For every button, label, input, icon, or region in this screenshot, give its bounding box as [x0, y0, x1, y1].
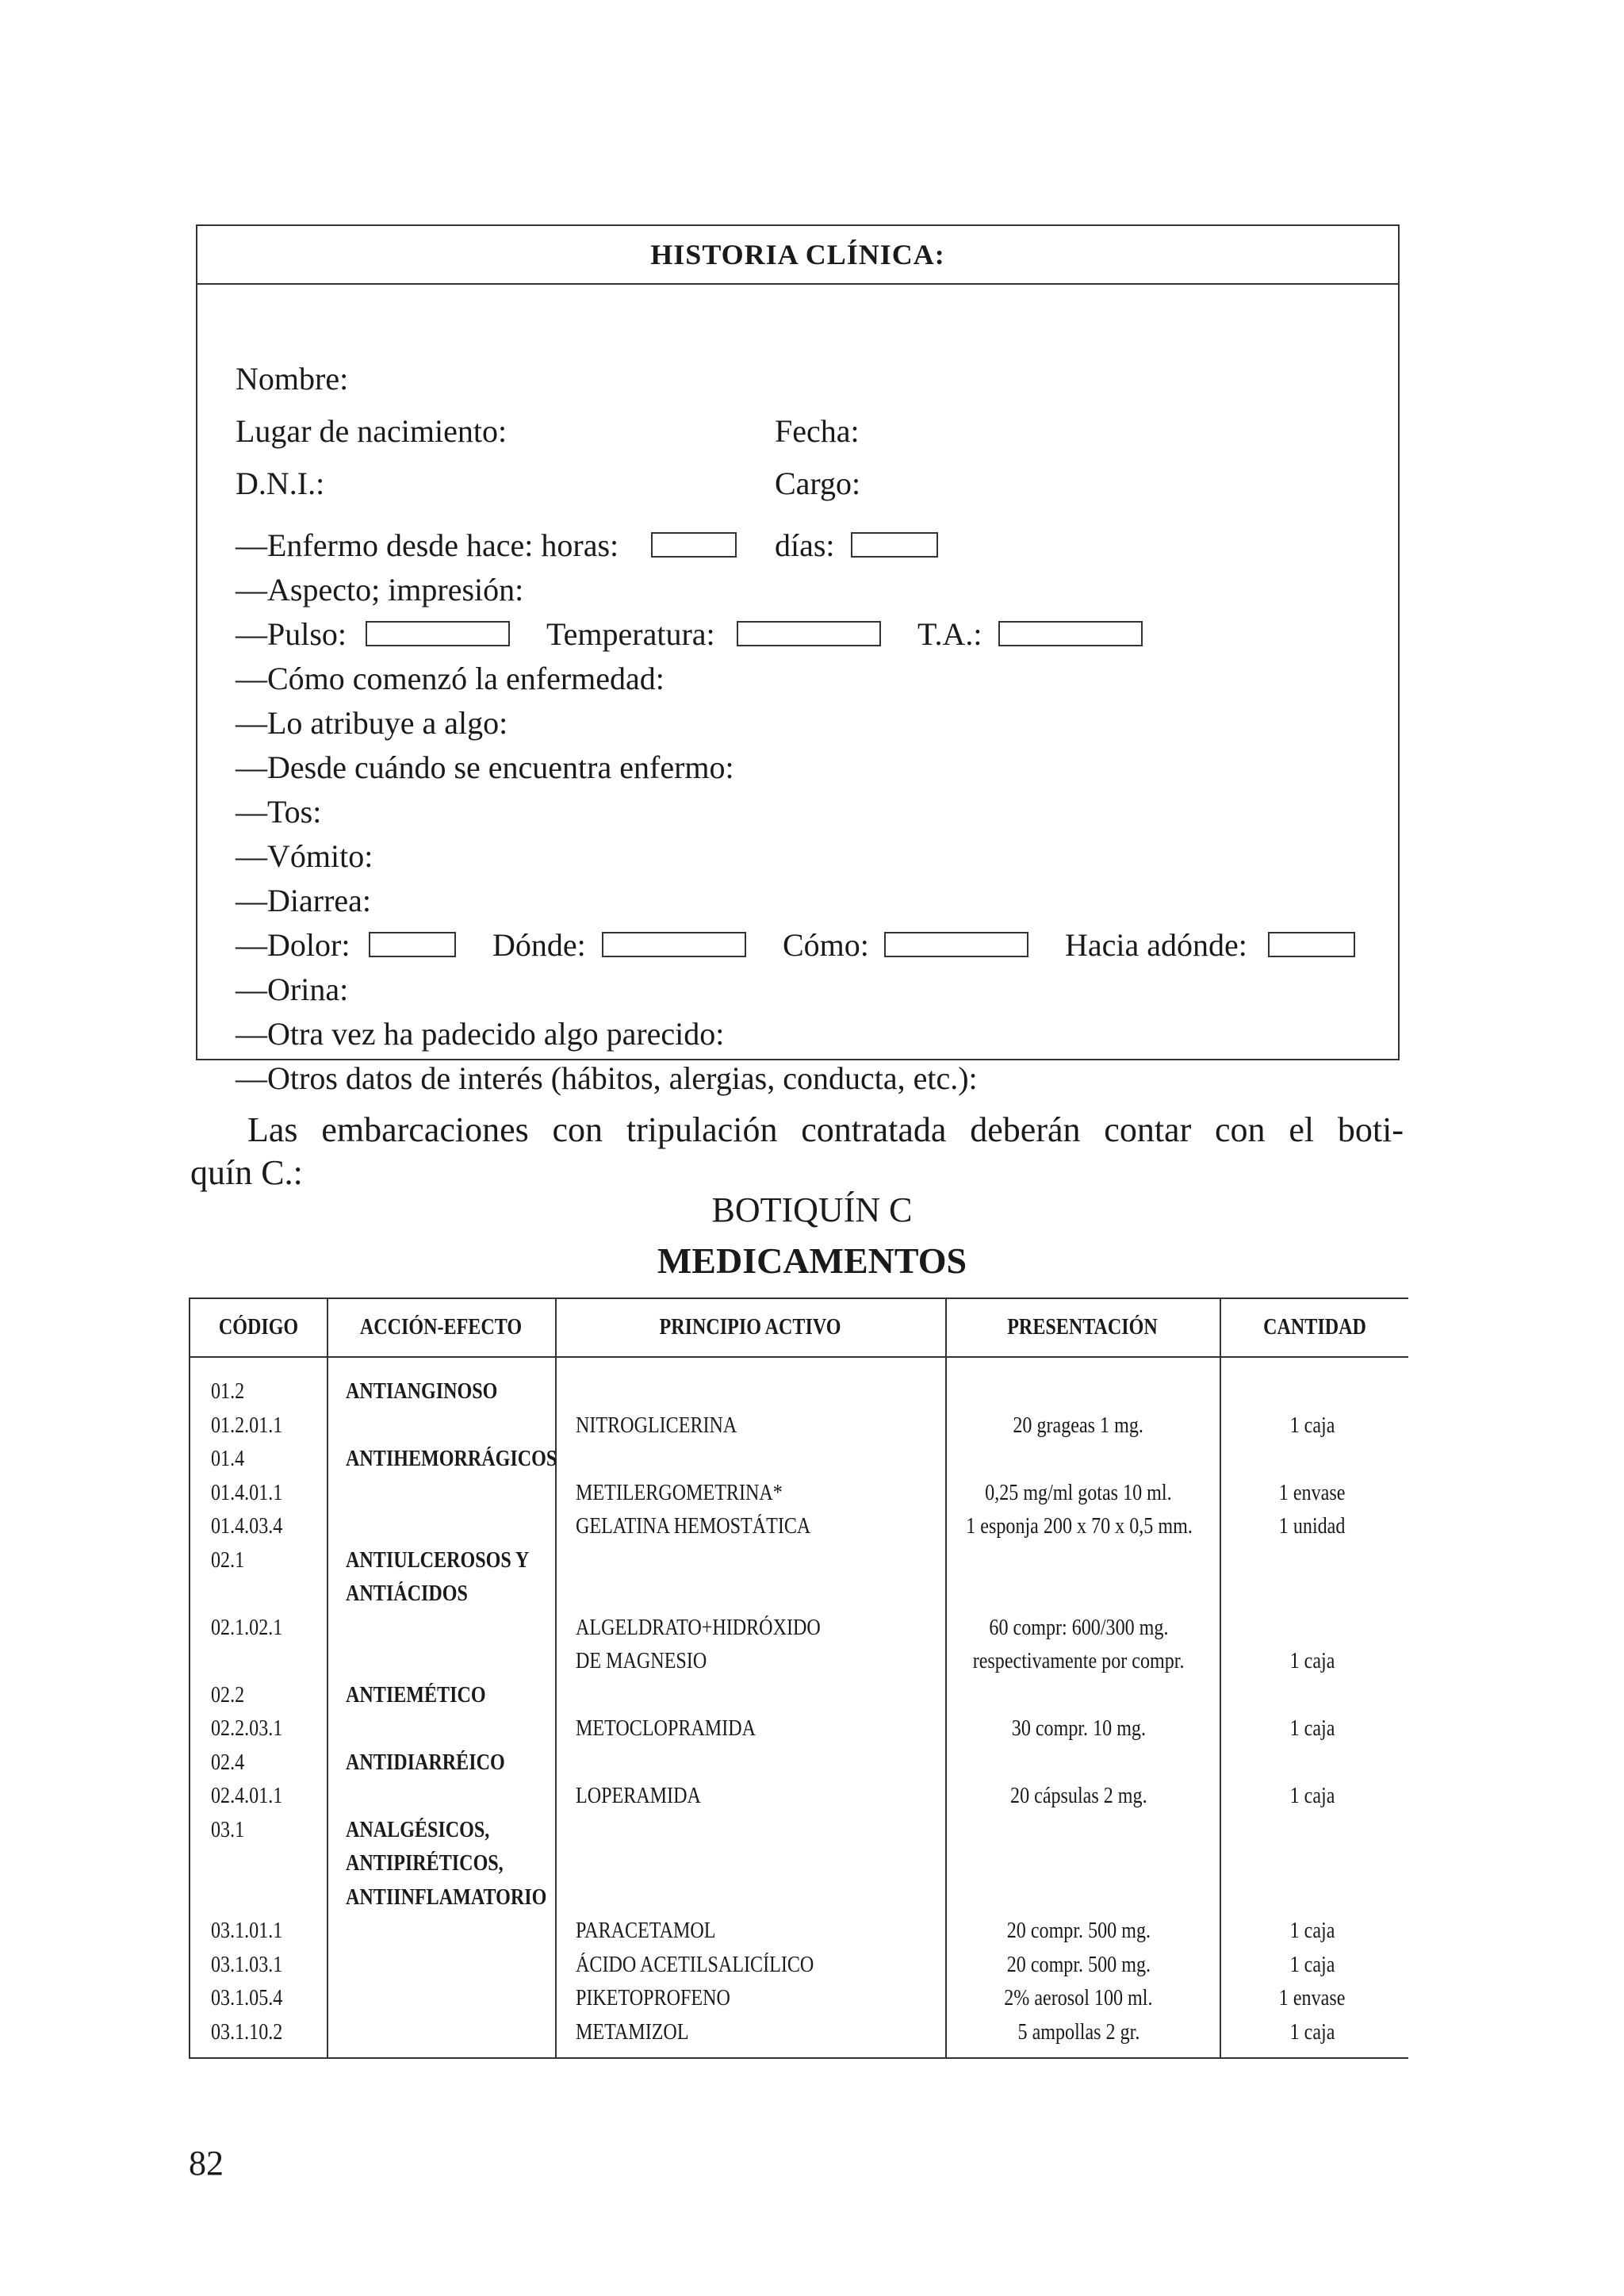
cell-codigo-text: 02.4.01.1	[211, 1784, 283, 1808]
table-row	[190, 1544, 1408, 1577]
cell-presentacion	[948, 1949, 1209, 1982]
label-vomito: —Vómito:	[236, 838, 373, 874]
cell-codigo-text: 02.1.02.1	[211, 1615, 283, 1640]
cell-cantidad	[1229, 1477, 1396, 1510]
header-presentacion: PRESENTACIÓN	[1007, 1315, 1158, 1340]
cell-codigo-text: 01.4.03.4	[211, 1514, 283, 1539]
cell-presentacion-text: 60 compr: 600/300 mg.	[988, 1615, 1169, 1640]
label-donde: Dónde:	[492, 927, 586, 963]
label-lugar-nacimiento: Lugar de nacimiento:	[236, 413, 508, 449]
cell-cantidad	[1229, 1544, 1396, 1577]
cell-accion-efecto-text: ANTIÁCIDOS	[346, 1581, 468, 1606]
cell-principio-activo-text: LOPERAMIDA	[576, 1784, 701, 1808]
cell-principio-activo-text: METOCLOPRAMIDA	[576, 1716, 756, 1741]
horas-field[interactable]	[651, 532, 737, 558]
cell-principio-activo-text: ALGELDRATO+HIDRÓXIDO	[576, 1615, 821, 1640]
cell-principio-activo	[576, 1949, 852, 1982]
cell-codigo-text: 03.1.03.1	[211, 1952, 283, 1977]
cell-principio-activo	[576, 1409, 763, 1443]
cell-accion-efecto-text: ANTIANGINOSO	[346, 1379, 498, 1404]
cell-accion-efecto-text: ANALGÉSICOS,	[346, 1817, 490, 1842]
cell-presentacion-text: respectivamente por compr.	[972, 1649, 1185, 1673]
cell-principio-activo	[576, 1712, 785, 1746]
temperatura-field[interactable]	[737, 621, 881, 646]
cell-cantidad	[1229, 1375, 1396, 1409]
cell-presentacion-text: 1 esponja 200 x 70 x 0,5 mm.	[966, 1514, 1193, 1539]
label-como-comenzo: —Cómo comenzó la enfermedad:	[236, 661, 665, 696]
cell-codigo-text: 03.1	[211, 1817, 245, 1842]
cell-codigo	[211, 1510, 294, 1543]
cell-principio-activo	[576, 1612, 860, 1645]
cell-principio-activo	[576, 1645, 728, 1678]
cell-presentacion	[948, 1510, 1209, 1543]
label-fecha: Fecha:	[775, 413, 860, 449]
cell-accion-efecto	[346, 1544, 559, 1577]
cell-presentacion	[948, 1443, 1209, 1476]
label-dolor: —Dolor:	[236, 927, 350, 963]
cell-accion-efecto	[346, 1814, 513, 1847]
cell-cantidad-text: 1 caja	[1289, 1716, 1335, 1741]
cell-cantidad	[1229, 1814, 1396, 1847]
label-diarrea: —Diarrea:	[236, 883, 372, 918]
hacia-adonde-field[interactable]	[1268, 932, 1355, 957]
cell-cantidad-text: 1 envase	[1279, 1480, 1346, 1505]
cell-codigo	[211, 1679, 250, 1712]
cell-presentacion	[948, 1746, 1209, 1780]
cell-cantidad	[1229, 2016, 1396, 2049]
cell-principio-activo	[576, 1982, 756, 2015]
header-divider	[190, 1356, 1408, 1358]
label-nombre: Nombre:	[236, 361, 349, 397]
cell-presentacion	[948, 1881, 1209, 1915]
cell-accion-efecto	[346, 1847, 529, 1880]
cell-presentacion	[948, 1645, 1209, 1678]
cell-codigo-text: 02.1	[211, 1547, 245, 1573]
table-row	[190, 1477, 1408, 1510]
donde-field[interactable]	[602, 932, 746, 957]
cell-presentacion-text: 2% aerosol 100 ml.	[1004, 1986, 1153, 2010]
label-aspecto: —Aspecto; impresión:	[236, 572, 524, 608]
page-number: 82	[189, 2144, 224, 2183]
cell-presentacion-text: 5 ampollas 2 gr.	[1017, 2019, 1139, 2045]
dias-field[interactable]	[851, 532, 938, 558]
cell-presentacion	[948, 1375, 1209, 1409]
cell-cantidad	[1229, 1679, 1396, 1712]
table-row	[190, 1409, 1408, 1443]
medication-table	[189, 1297, 1408, 2059]
cell-codigo	[211, 1814, 250, 1847]
cell-codigo	[211, 1982, 294, 2015]
cell-presentacion	[948, 1712, 1209, 1746]
table-row	[190, 1510, 1408, 1543]
table-row	[190, 2016, 1408, 2049]
cell-codigo	[211, 1746, 250, 1780]
cell-codigo	[211, 1949, 294, 1982]
cell-cantidad	[1229, 1409, 1396, 1443]
form-title: HISTORIA CLÍNICA:	[197, 226, 1398, 285]
table-row	[190, 1375, 1408, 1409]
cell-cantidad-text: 1 caja	[1289, 1952, 1335, 1977]
cell-codigo	[211, 1915, 294, 1948]
cell-principio-activo-text: METILERGOMETRINA*	[576, 1480, 783, 1505]
dolor-field[interactable]	[369, 932, 456, 957]
cell-cantidad	[1229, 1949, 1396, 1982]
table-row	[190, 1915, 1408, 1948]
cell-codigo-text: 02.2.03.1	[211, 1716, 283, 1741]
cell-presentacion	[948, 1780, 1209, 1813]
cell-accion-efecto	[346, 1746, 530, 1780]
cell-presentacion	[948, 1409, 1209, 1443]
cell-cantidad	[1229, 1712, 1396, 1746]
cell-cantidad	[1229, 1847, 1396, 1880]
cell-presentacion-text: 30 compr. 10 mg.	[1011, 1716, 1146, 1741]
table-row	[190, 1712, 1408, 1746]
cell-principio-activo	[576, 1915, 738, 1948]
label-otra-vez: —Otra vez ha padecido algo parecido:	[236, 1016, 725, 1052]
cell-principio-activo-text: PARACETAMOL	[576, 1918, 716, 1943]
label-ta: T.A.:	[917, 616, 982, 652]
cell-cantidad	[1229, 1780, 1396, 1813]
cell-cantidad-text: 1 caja	[1289, 1649, 1335, 1673]
table-row	[190, 1949, 1408, 1982]
cell-accion-efecto	[346, 1443, 592, 1476]
cell-cantidad	[1229, 1577, 1396, 1611]
table-row	[190, 1679, 1408, 1712]
cell-presentacion	[948, 1577, 1209, 1611]
cell-presentacion	[948, 1477, 1209, 1510]
table-row	[190, 1814, 1408, 1847]
cell-codigo	[211, 1443, 250, 1476]
label-enfermo-desde: —Enfermo desde hace: horas:	[236, 527, 619, 563]
cell-accion-efecto	[346, 1375, 522, 1409]
cell-presentacion-text: 20 grageas 1 mg.	[1013, 1412, 1144, 1438]
label-desde-cuando: —Desde cuándo se encuentra enfermo:	[236, 749, 734, 785]
table-row	[190, 1982, 1408, 2015]
label-otros-datos: —Otros datos de interés (hábitos, alergias, conducta, etc.):	[236, 1060, 978, 1096]
label-orina: —Orina:	[236, 972, 349, 1007]
table-row	[190, 1612, 1408, 1645]
cell-accion-efecto-text: ANTIDIARRÉICO	[346, 1750, 505, 1775]
cell-accion-efecto-text: ANTIPIRÉTICOS,	[346, 1851, 504, 1876]
cell-principio-activo-text: ÁCIDO ACETILSALICÍLICO	[576, 1952, 814, 1977]
pulso-field[interactable]	[366, 621, 510, 646]
table-row	[190, 1881, 1408, 1915]
cell-presentacion	[948, 1915, 1209, 1948]
paragraph-line-1: Las embarcaciones con tripulación contratada deberán contar con el boti-	[247, 1110, 1404, 1149]
header-accion-efecto: ACCIÓN-EFECTO	[359, 1315, 523, 1340]
cell-codigo	[211, 1477, 294, 1510]
cell-codigo-text: 01.4.01.1	[211, 1480, 283, 1505]
cell-codigo-text: 01.4	[211, 1447, 245, 1471]
cell-presentacion	[948, 1679, 1209, 1712]
cell-presentacion-text: 20 compr. 500 mg.	[1006, 1918, 1151, 1943]
cell-codigo-text: 03.1.05.4	[211, 1986, 283, 2010]
cell-accion-efecto-text: ANTIEMÉTICO	[346, 1682, 486, 1708]
cell-codigo-text: 02.4	[211, 1750, 245, 1775]
cell-principio-activo-text: PIKETOPROFENO	[576, 1986, 730, 2010]
cell-codigo	[211, 1780, 294, 1813]
historia-clinica-form	[196, 224, 1400, 1096]
cell-codigo-text: 02.2	[211, 1682, 245, 1708]
intro-paragraph	[190, 1109, 1404, 1194]
cell-codigo	[211, 1375, 250, 1409]
cell-presentacion	[948, 1544, 1209, 1577]
botiquin-subtitle: MEDICAMENTOS	[657, 1240, 967, 1281]
cell-cantidad	[1229, 1915, 1396, 1948]
cell-principio-activo-text: GELATINA HEMOSTÁTICA	[576, 1514, 811, 1539]
label-cargo: Cargo:	[775, 466, 861, 501]
cell-presentacion	[948, 1982, 1209, 2015]
cell-accion-efecto-text: ANTIULCEROSOS Y	[346, 1547, 530, 1573]
header-cantidad: CANTIDAD	[1263, 1315, 1366, 1340]
cell-cantidad	[1229, 1881, 1396, 1915]
cell-codigo	[211, 1409, 294, 1443]
cell-presentacion	[948, 2016, 1209, 2049]
cell-cantidad	[1229, 1982, 1396, 2015]
label-temperatura: Temperatura:	[546, 616, 715, 652]
cell-accion-efecto-text: ANTIINFLAMATORIO	[346, 1884, 547, 1910]
table-row	[190, 1746, 1408, 1780]
cell-principio-activo	[576, 2016, 707, 2049]
cell-codigo-text: 03.1.01.1	[211, 1918, 283, 1943]
paragraph-line-2: quín C.:	[190, 1153, 303, 1192]
cell-presentacion	[948, 1814, 1209, 1847]
cell-codigo	[211, 1544, 250, 1577]
table-row	[190, 1847, 1408, 1880]
cell-principio-activo-text: METAMIZOL	[576, 2019, 689, 2045]
label-como: Cómo:	[783, 927, 869, 963]
cell-cantidad	[1229, 1746, 1396, 1780]
cell-principio-activo-text: NITROGLICERINA	[576, 1412, 737, 1438]
cell-accion-efecto	[346, 1881, 580, 1915]
cell-presentacion	[948, 1847, 1209, 1880]
cell-cantidad	[1229, 1645, 1396, 1678]
cell-presentacion-text: 0,25 mg/ml gotas 10 ml.	[985, 1480, 1172, 1505]
cell-accion-efecto	[346, 1577, 488, 1611]
cell-principio-activo	[576, 1477, 816, 1510]
cell-accion-efecto	[346, 1679, 508, 1712]
cell-codigo-text: 01.2	[211, 1379, 245, 1404]
cell-cantidad	[1229, 1612, 1396, 1645]
cell-codigo	[211, 2016, 294, 2049]
label-hacia-adonde: Hacia adónde:	[1065, 927, 1247, 963]
como-field[interactable]	[884, 932, 1028, 957]
cell-codigo	[211, 1712, 294, 1746]
table-row	[190, 1645, 1408, 1678]
botiquin-title: BOTIQUÍN C	[711, 1190, 913, 1229]
header-principio-activo: PRINCIPIO ACTIVO	[659, 1315, 841, 1340]
label-pulso: —Pulso:	[236, 616, 347, 652]
cell-cantidad-text: 1 caja	[1289, 2019, 1335, 2045]
table-row	[190, 1780, 1408, 1813]
cell-cantidad-text: 1 caja	[1289, 1412, 1335, 1438]
header-codigo: CÓDIGO	[218, 1315, 299, 1340]
cell-cantidad-text: 1 caja	[1289, 1784, 1335, 1808]
cell-presentacion-text: 20 cápsulas 2 mg.	[1009, 1784, 1147, 1808]
cell-accion-efecto-text: ANTIHEMORRÁGICOS	[346, 1447, 557, 1471]
cell-cantidad-text: 1 unidad	[1279, 1514, 1346, 1539]
label-dni: D.N.I.:	[236, 466, 325, 501]
label-tos: —Tos:	[236, 794, 322, 830]
label-atribuye: —Lo atribuye a algo:	[236, 705, 508, 741]
cell-principio-activo	[576, 1780, 722, 1813]
cell-presentacion-text: 20 compr. 500 mg.	[1006, 1952, 1151, 1977]
cell-cantidad-text: 1 caja	[1289, 1918, 1335, 1943]
cell-presentacion	[948, 1612, 1209, 1645]
ta-field[interactable]	[998, 621, 1143, 646]
table-row	[190, 1443, 1408, 1476]
cell-principio-activo	[576, 1510, 849, 1543]
cell-codigo-text: 01.2.01.1	[211, 1412, 283, 1438]
cell-cantidad-text: 1 envase	[1279, 1986, 1346, 2010]
label-dias: días:	[775, 527, 835, 563]
table-row	[190, 1577, 1408, 1611]
cell-codigo-text: 03.1.10.2	[211, 2019, 283, 2045]
cell-cantidad	[1229, 1443, 1396, 1476]
cell-codigo	[211, 1612, 294, 1645]
cell-principio-activo-text: DE MAGNESIO	[576, 1649, 707, 1673]
cell-cantidad	[1229, 1510, 1396, 1543]
